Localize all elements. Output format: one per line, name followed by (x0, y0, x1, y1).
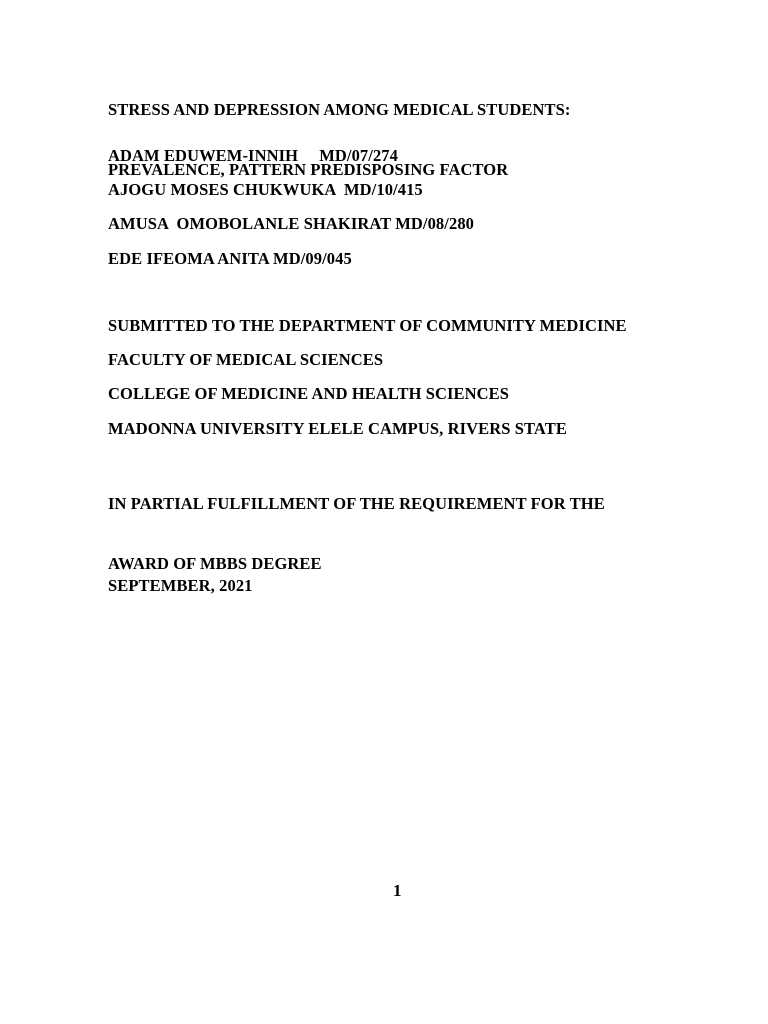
author-4: EDE IFEOMA ANITA MD/09/045 (108, 249, 352, 268)
title-line-2: PREVALENCE, PATTERN PREDISPOSING FACTOR (108, 160, 509, 179)
fulfillment-line-2: AWARD OF MBBS DEGREE (108, 554, 322, 573)
author-3: AMUSA OMOBOLANLE SHAKIRAT MD/08/280 (108, 214, 475, 233)
title-line-1: STRESS AND DEPRESSION AMONG MEDICAL STUDENTS: (108, 100, 571, 119)
submission-faculty: FACULTY OF MEDICAL SCIENCES (108, 350, 384, 369)
submission-date: SEPTEMBER, 2021 (108, 576, 253, 595)
submission-college: COLLEGE OF MEDICINE AND HEALTH SCIENCES (108, 384, 510, 403)
page-number: 1 (393, 881, 402, 900)
submission-department: SUBMITTED TO THE DEPARTMENT OF COMMUNITY MEDICINE (108, 316, 627, 335)
submission-university: MADONNA UNIVERSITY ELELE CAMPUS, RIVERS STATE (108, 419, 567, 438)
author-2: AJOGU MOSES CHUKWUKA MD/10/415 (108, 180, 423, 199)
author-1: ADAM EDUWEM-INNIH MD/07/274 (108, 146, 398, 165)
fulfillment-line-1: IN PARTIAL FULFILLMENT OF THE REQUIREMENT FOR THE (108, 494, 605, 513)
